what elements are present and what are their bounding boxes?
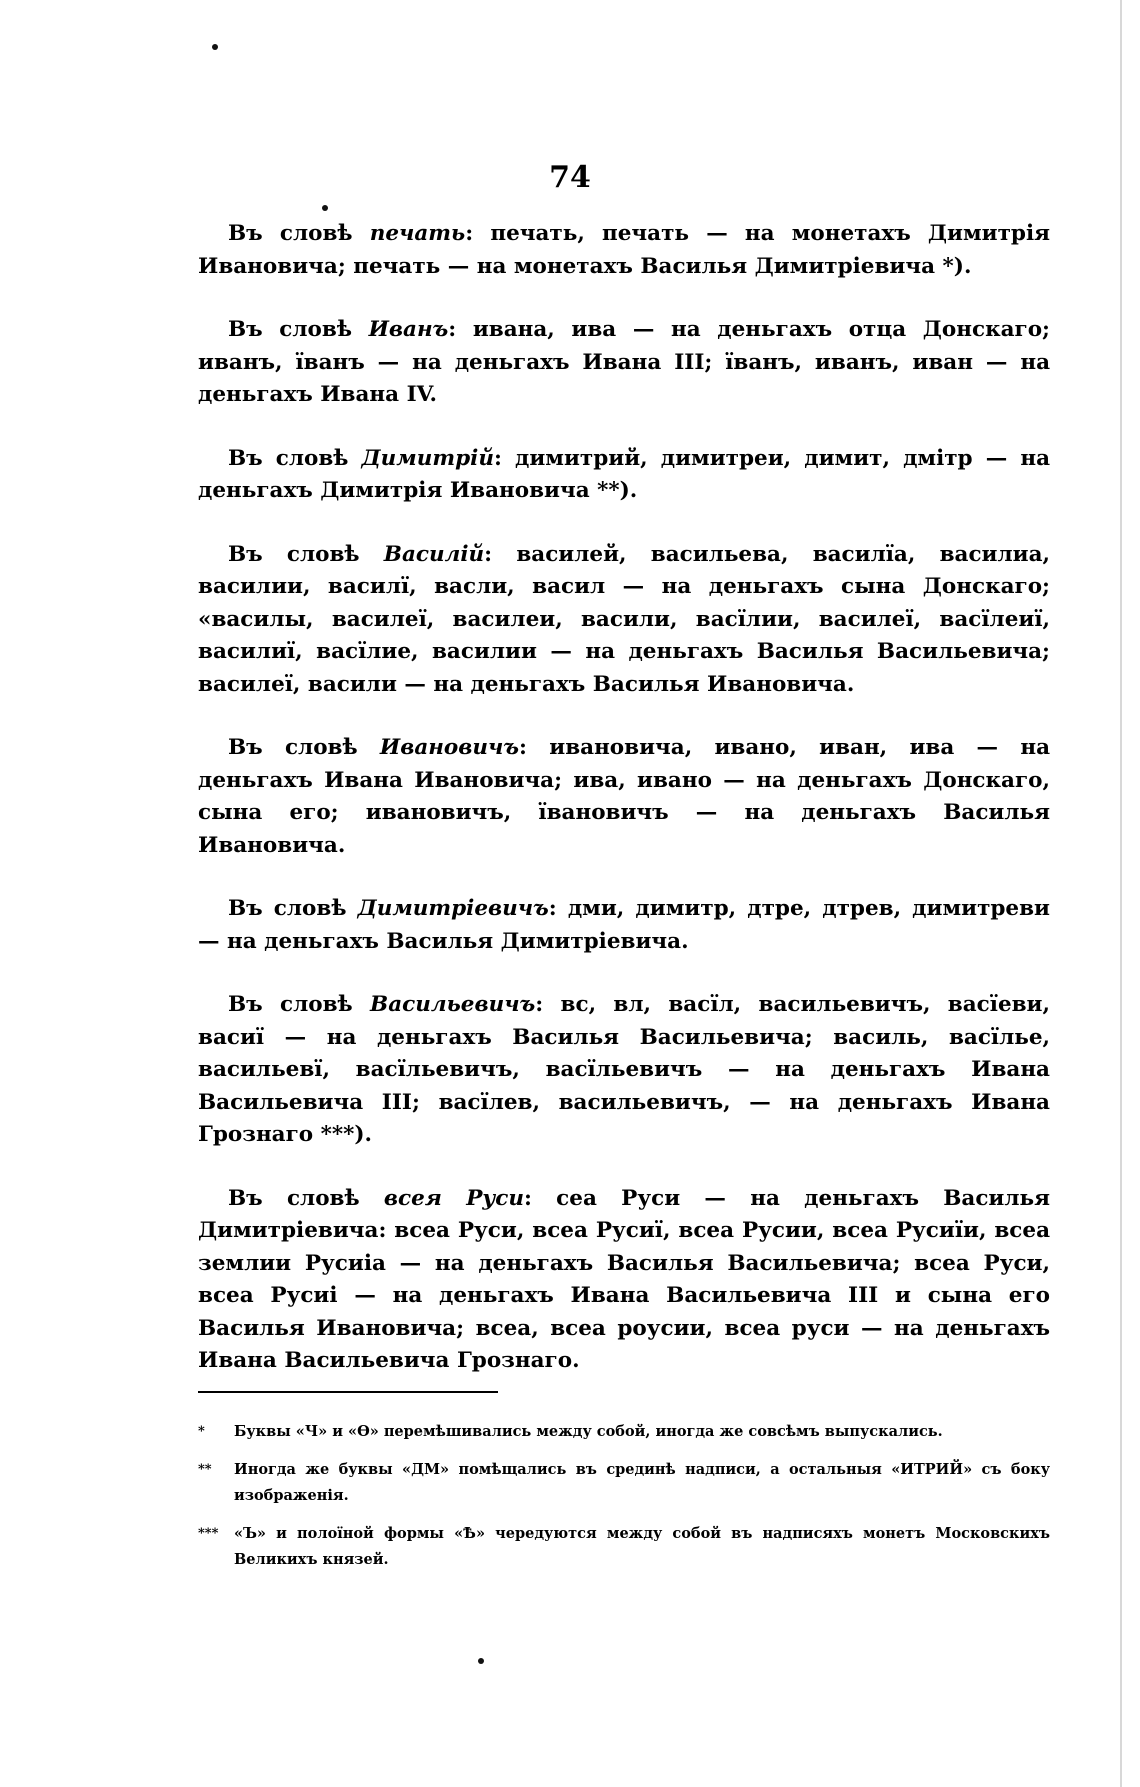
paragraph-lead: Въ словѣ xyxy=(228,1185,384,1211)
paragraph-lead: Въ словѣ xyxy=(228,992,371,1017)
paragraph xyxy=(198,989,1050,1152)
paragraph-term: Ивановичъ xyxy=(379,735,520,760)
paragraph-term: Димитріевичъ xyxy=(357,896,549,921)
paragraph-term: печать xyxy=(369,221,466,246)
footnote-text: Буквы «Ч» и «Ѳ» перемѣшивались между собой, иногда же совсѣмъ выпускались. xyxy=(234,1422,943,1440)
paragraph-term: Иванъ xyxy=(368,317,449,342)
footnote xyxy=(198,1457,1050,1509)
page-number: 74 xyxy=(549,160,591,195)
footnote-separator xyxy=(198,1391,498,1393)
main-text xyxy=(198,218,1050,1585)
paragraph-lead: Въ словѣ xyxy=(228,317,369,342)
footnote-mark: * xyxy=(198,1423,205,1439)
page-speck xyxy=(322,205,328,211)
footnote xyxy=(198,1521,1050,1573)
paragraph-lead: Въ словѣ xyxy=(228,735,380,760)
paragraph xyxy=(198,1183,1050,1378)
page-speck xyxy=(478,1658,484,1664)
paragraph-lead: Въ словѣ xyxy=(228,896,358,921)
paragraph-text: : ивановича, ивано, иван, ива — на деньгахъ Ивана Ивановича; ива, ивано — на деньгахъ Донскаго, сына его; ивановичъ, ïвановичъ — на деньгахъ Василья Ивановича. xyxy=(198,735,1051,858)
paragraph-term: всея Руси xyxy=(383,1185,524,1211)
footnote-text: «Ъ» и полоїной формы «Ѣ» чередуются между собой въ надписяхъ монетъ Московскихъ Великихъ князей. xyxy=(234,1524,1050,1568)
paragraph-term: Васильевичъ xyxy=(370,992,536,1017)
page-speck xyxy=(212,44,218,50)
paragraph-text: : печать, печать — на монетахъ Димитрія Ивановича; печать — на монетахъ Василья Димитріевича *). xyxy=(198,221,1050,279)
footnote-mark: ** xyxy=(198,1461,212,1477)
paragraph-text: : сеа Руси — на деньгахъ Василья Димитріевича: всеа Руси, всеа Русиї, всеа Русии, всеа Русиїи, всеа землии Русиіа — на деньгахъ Василья Васильевича; всеа Руси, всеа Русиі — на деньгахъ Ивана Васильевича III и сына его Василья Ивановича; всеа, всеа роусии, всеа руси — на деньгахъ Ивана Васильевича Грознаго. xyxy=(198,1185,1050,1373)
footnote xyxy=(198,1419,1050,1445)
paragraph-text: : вс, вл, васïл, васильевичъ, васïеви, васиї — на деньгахъ Василья Васильевича; василь, васïлье, васильевї, васïльевичъ, васïльевичъ — на деньгахъ Ивана Васильевича III; васïлев, васильевичъ, — на деньгахъ Ивана Грознаго ***). xyxy=(198,992,1050,1147)
paragraph xyxy=(198,732,1050,862)
paragraph-lead: Въ словѣ xyxy=(228,221,370,246)
paragraph-text: : василей, васильева, василïа, василиа, василии, василï, васли, васил — на деньгахъ сына Донскаго; «василы, василеї, василеи, васили, васïлии, василеї, васïлеиї, василиї, васïлие, василии — на деньгахъ Василья Васильевича; василеї, васили — на деньгахъ Василья Ивановича. xyxy=(198,541,1051,697)
footnote-mark: *** xyxy=(198,1525,219,1541)
paragraph-text: : ивана, ива — на деньгахъ отца Донскаго; иванъ, ïванъ — на деньгахъ Ивана III; ïванъ, иванъ, иван — на деньгахъ Ивана IV. xyxy=(198,317,1050,407)
paragraph xyxy=(198,893,1050,958)
paragraph-term: Василій xyxy=(383,541,485,567)
paragraph-text: : димитрий, димитреи, димит, дмітр — на деньгахъ Димитрія Ивановича **). xyxy=(198,445,1050,503)
paragraph xyxy=(198,539,1050,702)
paragraph xyxy=(198,314,1050,412)
paragraph-lead: Въ словѣ xyxy=(228,541,384,567)
paragraph xyxy=(198,218,1050,283)
paragraph xyxy=(198,443,1050,508)
paragraph-text: : дми, димитр, дтре, дтрев, димитреви — на деньгахъ Василья Димитріевича. xyxy=(198,896,1051,954)
page-edge-line xyxy=(1120,0,1122,1787)
paragraph-lead: Въ словѣ xyxy=(228,445,362,471)
paragraph-term: Димитрій xyxy=(361,445,494,471)
footnote-text: Иногда же буквы «ДМ» помѣщались въ срединѣ надписи, а остальныя «ИТРИЙ» съ боку изображенія. xyxy=(234,1460,1050,1504)
